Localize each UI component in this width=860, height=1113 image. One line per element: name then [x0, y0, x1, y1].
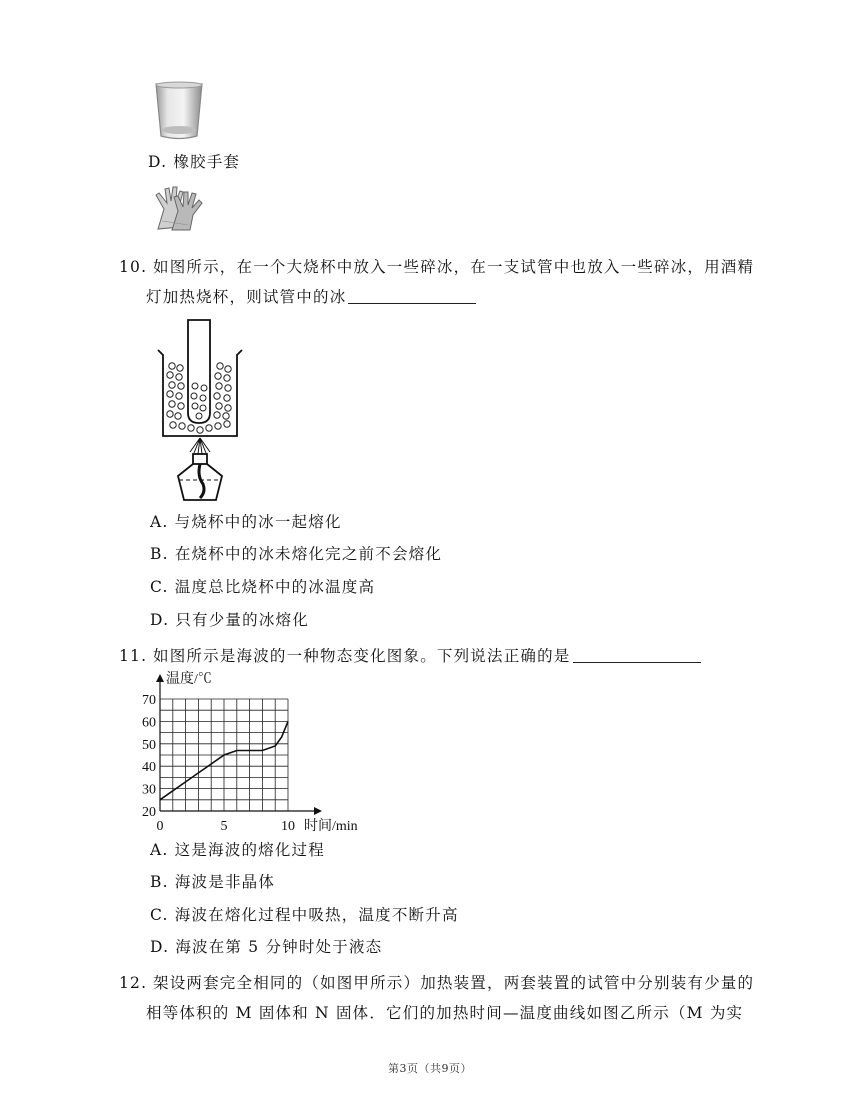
x-tick-label: 0: [156, 819, 164, 834]
q11-option-a: A. 这是海波的熔化过程: [150, 841, 325, 859]
q10-option-d: D. 只有少量的冰熔化: [150, 611, 309, 629]
y-tick-label: 50: [142, 737, 156, 753]
x-tick-label: 5: [220, 819, 228, 834]
q10-option-a: A. 与烧杯中的冰一起熔化: [150, 513, 342, 531]
y-tick-label: 40: [142, 760, 156, 776]
q9-option-d: D. 橡胶手套: [148, 153, 241, 171]
q12-number: 12.: [119, 974, 148, 992]
q11-option-b: B. 海波是非晶体: [150, 873, 276, 891]
q11-number: 11.: [119, 647, 148, 665]
q12-stem-line2: 相等体积的 M 固体和 N 固体．它们的加热时间—温度曲线如图乙所示（M 为实: [146, 1004, 744, 1022]
q12-stem-line1: 架设两套完全相同的（如图甲所示）加热装置，两套装置的试管中分别装有少量的: [153, 974, 755, 992]
chart-axes: [156, 674, 322, 815]
x-tick-label: 10: [281, 819, 295, 834]
chart-x-axis-label: 时间/min: [304, 819, 358, 834]
rubber-gloves-image: [150, 183, 206, 233]
y-tick-label: 60: [142, 715, 156, 731]
q11-stem-text: 如图所示是海波的一种物态变化图象。下列说法正确的是: [153, 647, 571, 665]
q10-option-c: C. 温度总比烧杯中的冰温度高: [150, 578, 376, 596]
glass-cup-image: [150, 80, 208, 142]
q10-number: 10.: [119, 258, 148, 276]
q11-stem: [153, 646, 701, 666]
q11-answer-blank[interactable]: [573, 646, 701, 663]
y-tick-label: 30: [142, 782, 156, 798]
beaker-apparatus-diagram: [150, 318, 250, 504]
y-tick-label: 70: [142, 693, 156, 708]
y-tick-label: 20: [142, 805, 156, 820]
y-axis-arrow: [156, 674, 164, 682]
q10-option-b: B. 在烧杯中的冰未熔化完之前不会熔化: [150, 545, 443, 563]
chart-x-tick-labels: [157, 819, 296, 834]
chart-y-axis-label: 温度/℃: [166, 672, 212, 687]
q10-stem-line2: [146, 287, 476, 307]
q11-option-c: C. 海波在熔化过程中吸热，温度不断升高: [150, 906, 459, 924]
page-footer: 第3页（共9页）: [388, 1062, 472, 1075]
q10-stem-text: 灯加热烧杯，则试管中的冰: [146, 288, 347, 306]
q10-stem-line1: 如图所示，在一个大烧杯中放入一些碎冰，在一支试管中也放入一些碎冰，用酒精: [153, 258, 755, 276]
haibo-temperature-chart: [138, 668, 378, 840]
q10-answer-blank[interactable]: [348, 287, 476, 304]
x-axis-arrow: [314, 807, 322, 815]
chart-y-tick-labels: [142, 693, 156, 820]
q11-option-d: D. 海波在第 5 分钟时处于液态: [150, 938, 383, 956]
